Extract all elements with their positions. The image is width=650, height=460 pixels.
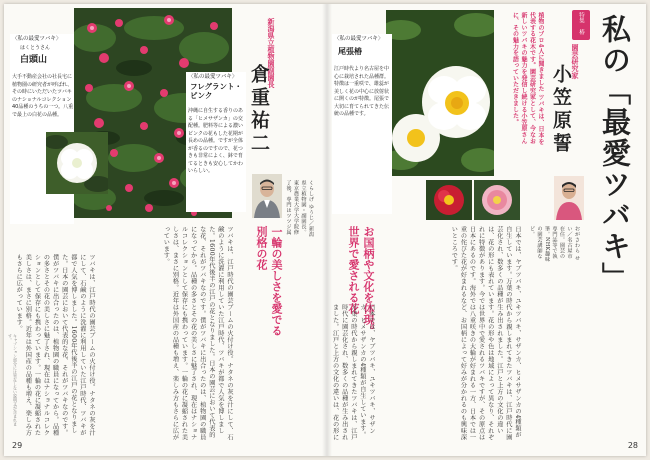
hakutousan-label: 〈私の最愛ツバキ〉	[12, 36, 62, 42]
right-bio: おがさわら せい／名古屋市在住。園芸の専門誌等で執筆。NHK趣味の園芸講師など。	[529, 226, 580, 262]
owari-label: 〈私の最愛ツバキ〉	[334, 36, 384, 42]
left-page-number: 29	[12, 441, 23, 450]
left-headline: 一輪の美しさを愛でる別格の花	[255, 226, 283, 336]
red-camellia-photo	[426, 180, 472, 220]
owari-name: 尾張椿	[338, 47, 362, 56]
owari-caption	[332, 34, 392, 214]
right-page	[326, 4, 646, 456]
left-bio: くらしげ ゆうじ／新潟県立植物園・副園長。東京農業大学大学院修了後、専門はツツジ属	[285, 180, 314, 237]
right-body-text: 日本では、ヤブツバキ、ユキツバキ、サザンカ、ヒメサザンカの4種類が自生しています。万葉の時代から親しまれてきたツバキは、江戸時代に園芸化され、数多くの品種が生み出されました。江戸と上方の文化の違いは、花の形にも表れています。花の形や色は地域によって異なり、それぞれに特徴があります。今では世界中で愛されるツバキですが、その原点は日本にあるのです。海外では八重咲きの大輪が好まれる一方、日本では一重の侘びた花が好まれるなど、お国柄によって好みが分かれるのも興味深いところです。	[450, 226, 521, 441]
magazine-spread	[4, 4, 646, 456]
right-author-name: 小笠原誓	[550, 64, 572, 156]
fragrant-pink-text: 沖縄に自生する香りのある「ヒメサザンカ」の交配種。肥料等による濃いピンクの花もした花期が長めの品種。ですが全体が香るのですので、花つきも非常によく、鉢で育てるときも安心してかわいらしい。	[188, 108, 244, 174]
feature-intro: 植物のプロ4人に聞きました ツバキは、日本を代表する花木です。園芸研究家として、今なお新しいツバキの魅力を発信し続ける小笠原さんに、その魅力を語っていただきました。	[511, 12, 544, 145]
pink-camellia-image	[474, 180, 520, 220]
left-author-org: 新潟県立植物園副園長	[267, 18, 275, 88]
hakutousan-caption	[10, 34, 74, 224]
right-body-text-lower: 日本では、ヤブツバキ、ユキツバキ、サザンカ、ヒメサザンカの4種類が自生しています。万葉の時代から親しまれてきたツバキは、江戸時代に園芸化され、数多くの品種が生み出されました。江戸と上方の文化の違いは、花の形に	[332, 304, 375, 441]
pink-camellia-photo	[474, 180, 520, 220]
right-headline: お国柄や文化を体現。世界で愛される花	[347, 226, 375, 336]
owari-text: 江戸時代より名古屋を中心に栽培された品種群。特徴は一重咲で、雄蕊が美しく花の中心に放射状に開くのが特徴。尾張で大切に育てられてきた伝統の品種です。	[334, 66, 390, 117]
owari-camellia-image	[386, 10, 494, 176]
feature-tag: 特集 椿	[572, 10, 590, 40]
fragrant-pink-caption	[186, 72, 246, 212]
left-body-text: ツバキは、江戸時代の園芸ブームの火付け役。ナタネの灰を汁にして、石鹸のように洗濯に利用していた江戸時代、ツバキが都で人気を博しました。1600年代後半の江戸の花となりました。日本の園芸において代表的な花、それがツバキなのです。僕がツバキに出合ったのは、植物園の職員になってから。品種の多さとその花の美しさに魅了され、現在はナショナルコレクションとして保存にも携わっています。一輪の花に凝縮された美しさは、まさに別格。近年は外国産の品種も増え、楽しみ方もさらに広がっています。	[162, 226, 233, 441]
fragrant-pink-name: フレグラント・ピンク	[190, 82, 243, 100]
right-page-number: 28	[627, 441, 638, 450]
hakutousan-reading: はくとうさん	[20, 45, 51, 51]
ogasawara-portrait	[554, 176, 584, 220]
hakutousan-name: 白頭山	[20, 55, 48, 65]
owari-tsubaki-photo	[386, 10, 494, 176]
left-body-text-lower: ツバキは、江戸時代の園芸ブームの火付け役。ナタネの灰を汁にして、石鹸のように洗濯に利用していた江戸時代、ツバキが都で人気を博しました。1600年代後半の江戸の花となりました。日本の園芸において代表的な花、それがツバキなのです。僕がツバキに出合ったのは、植物園の職員になってから。品種の多さとその花の美しさに魅了され、現在はナショナルコレクションとして保存にも携わっています。一輪の花に凝縮された美しさは、まさに別格。近年は外国産の品種も増え、楽しみ方もさらに広がっています。	[15, 254, 95, 436]
feature-title: 私の「最愛ツバキ」	[598, 14, 632, 293]
right-author-org: 園芸研究家	[571, 44, 579, 79]
left-author-name: 倉重祐二	[248, 64, 270, 156]
kurashige-portrait	[252, 174, 282, 218]
red-camellia-image	[426, 180, 472, 220]
hakutousan-photo	[46, 132, 108, 194]
portrait-image	[252, 174, 282, 218]
left-notes: キャプション部分には実在しない説明文が含まれます。	[8, 334, 18, 426]
fragrant-pink-label: 〈私の最愛ツバキ〉	[188, 74, 238, 80]
left-page	[4, 4, 324, 456]
portrait-image	[554, 176, 584, 220]
white-camellia-image	[46, 132, 108, 194]
hakutousan-text: 大手不動産会社の社長宅に植物園の研究者が呼ばれ、その時にいただいたツバキのナショナルコレクション40品種のうちの一つ。八重で最上の白花の品種。	[12, 74, 74, 118]
